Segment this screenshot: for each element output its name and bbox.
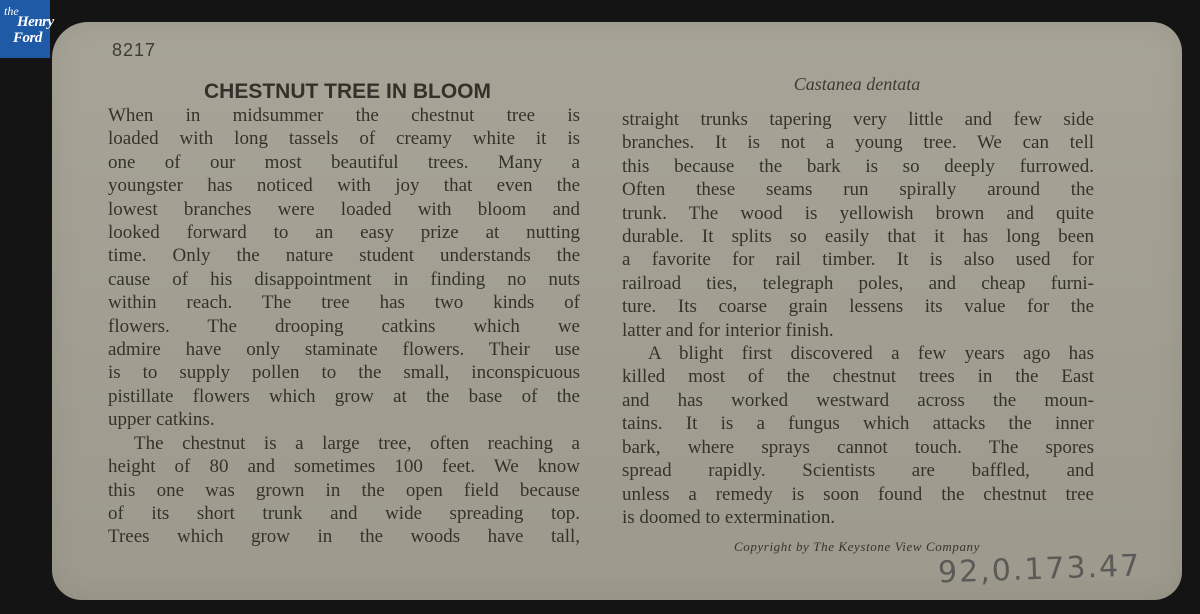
text-line: within reach. The tree has two kinds of — [108, 292, 580, 314]
logo-henry-text: Henry — [17, 14, 54, 30]
text-line: Often these seams run spirally around the — [622, 179, 1094, 201]
text-line: latter and for interior finish. — [622, 319, 834, 341]
text-line: youngster has noticed with joy that even the — [108, 175, 580, 197]
text-line: branches. It is not a young tree. We can tell — [622, 132, 1094, 154]
logo-the-text: the — [4, 4, 19, 18]
henry-ford-logo — [0, 0, 54, 58]
text-line: killed most of the chestnut trees in the East — [622, 366, 1094, 388]
text-line: is to supply pollen to the small, inconspicuous — [108, 362, 580, 384]
text-line: time. Only the nature student understands the — [108, 245, 580, 267]
text-line: is doomed to extermination. — [622, 506, 836, 528]
left-text-column — [108, 104, 580, 549]
text-line: bark, where sprays cannot touch. The spores — [622, 436, 1094, 458]
text-line: lowest branches were loaded with bloom and — [108, 198, 580, 220]
text-line: trunk. The wood is yellowish brown and quite — [622, 202, 1094, 224]
text-line: admire have only staminate flowers. Their use — [108, 339, 580, 361]
text-line: durable. It splits so easily that it has long been — [622, 226, 1094, 248]
text-line: upper catkins. — [108, 409, 215, 431]
accession-number: 92,0.173.47 — [937, 548, 1142, 591]
text-line: unless a remedy is soon found the chestnut tree — [622, 483, 1094, 505]
text-line: a favorite for rail timber. It is also used for — [622, 249, 1094, 271]
text-line: flowers. The drooping catkins which we — [108, 315, 580, 337]
text-line: railroad ties, telegraph poles, and cheap furni- — [622, 272, 1094, 294]
latin-name: Castanea dentata — [793, 74, 921, 94]
right-text-column — [622, 108, 1094, 529]
text-line: The chestnut is a large tree, often reaching a — [134, 432, 580, 454]
text-line: height of 80 and sometimes 100 feet. We know — [108, 456, 580, 478]
text-line: this because the bark is so deeply furrowed. — [622, 155, 1094, 177]
text-line: pistillate flowers which grow at the base of the — [108, 385, 580, 407]
text-line: looked forward to an easy prize at nutting — [108, 222, 580, 244]
logo-ford-text: Ford — [13, 30, 42, 46]
text-line: A blight first discovered a few years ago has — [648, 343, 1094, 365]
card-title: CHESTNUT TREE IN BLOOM — [204, 80, 491, 103]
text-line: Trees which grow in the woods have tall, — [108, 526, 580, 548]
text-line: ture. Its coarse grain lessens its value for the — [622, 296, 1094, 318]
text-line: one of our most beautiful trees. Many a — [108, 151, 580, 173]
text-line: When in midsummer the chestnut tree is — [108, 105, 580, 126]
text-line: cause of his disappointment in finding no nuts — [108, 268, 580, 290]
text-line: loaded with long tassels of creamy white it is — [108, 128, 580, 150]
text-line: spread rapidly. Scientists are baffled, and — [622, 460, 1094, 482]
text-line: tains. It is a fungus which attacks the inner — [622, 413, 1094, 435]
text-line: straight trunks tapering very little and few side — [622, 109, 1094, 130]
card-number: 8217 — [112, 40, 157, 60]
text-line: of its short trunk and wide spreading top. — [108, 502, 580, 524]
text-line: and has worked westward across the moun- — [622, 389, 1094, 411]
copyright-line: Copyright by The Keystone View Company — [733, 539, 981, 554]
text-line: this one was grown in the open field because — [108, 479, 580, 501]
